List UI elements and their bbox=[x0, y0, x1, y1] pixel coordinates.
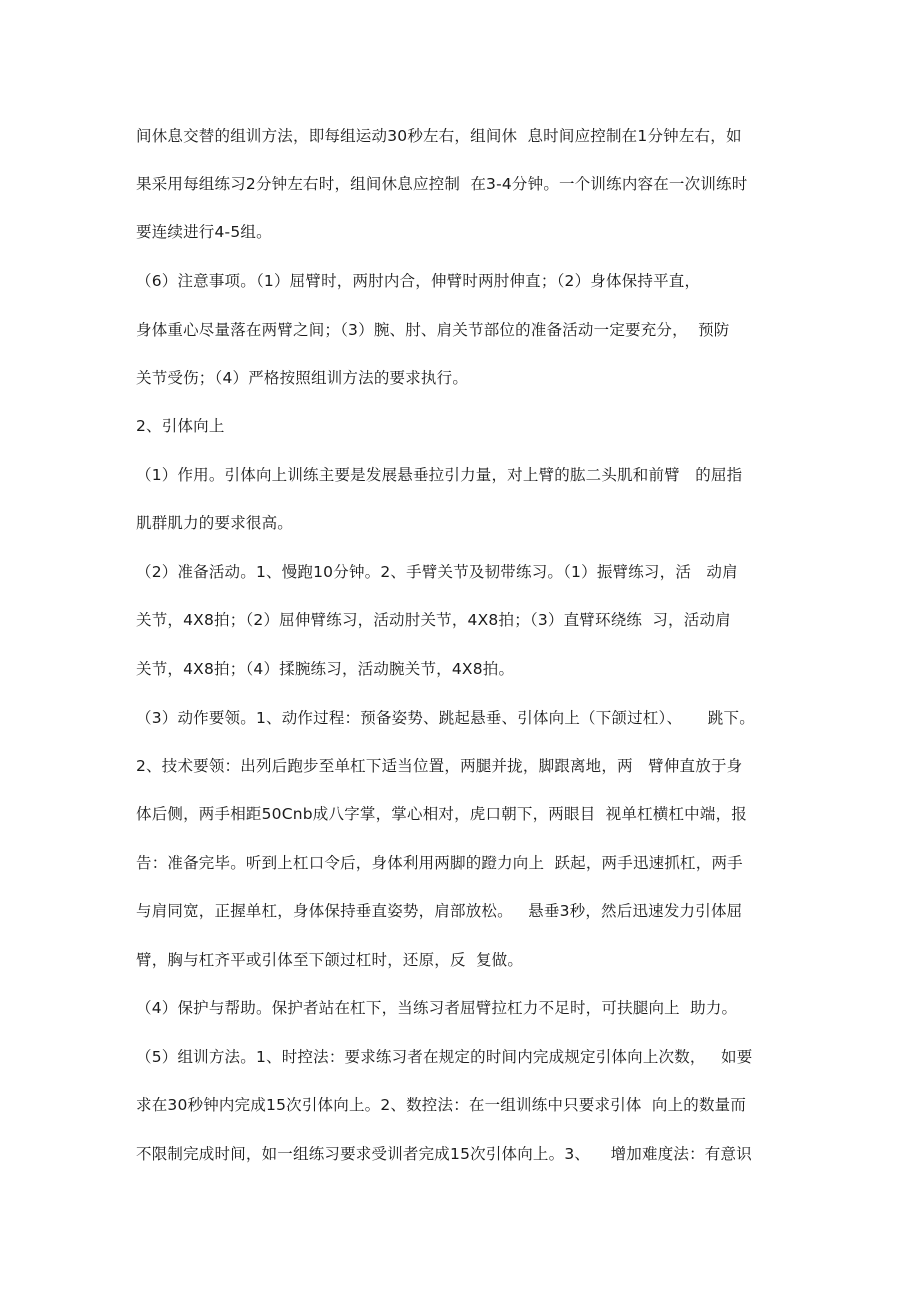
text-line: 关节受伤；（4）严格按照组训方法的要求执行。 bbox=[136, 369, 469, 387]
text-line: 间休息交替的组训方法，即每组运动30秒左右，组间休 息时间应控制在1分钟左右，如 bbox=[136, 127, 742, 145]
text-line: 求在30秒钟内完成15次引体向上。2、数控法：在一组训练中只要求引体 向上的数量而 bbox=[136, 1096, 747, 1114]
text-line: 关节，4X8拍；（4）揉腕练习，活动腕关节，4X8拍。 bbox=[136, 660, 515, 678]
text-line: 臂，胸与杠齐平或引体至下颌过杠时，还原，反 复做。 bbox=[136, 951, 524, 969]
section-heading: 2、引体向上 bbox=[136, 417, 225, 435]
text-line: 2、技术要领：出列后跑步至单杠下适当位置，两腿并拢，脚跟离地，两 臂伸直放于身 bbox=[136, 757, 743, 775]
text-line: （1）作用。引体向上训练主要是发展悬垂拉引力量，对上臂的肱二头肌和前臂 的屈指 bbox=[136, 466, 743, 484]
text-line: （2）准备活动。1、慢跑10分钟。2、手臂关节及韧带练习。（1）振臂练习，活 动肩 bbox=[136, 563, 738, 581]
text-line: （5）组训方法。1、时控法：要求练习者在规定的时间内完成规定引体向上次数， 如要 bbox=[136, 1048, 753, 1066]
text-line: 告：准备完毕。听到上杠口令后，身体利用两脚的蹬力向上 跃起，两手迅速抓杠，两手 bbox=[136, 854, 743, 872]
text-line: 不限制完成时间，如一组练习要求受训者完成15次引体向上。3、 增加难度法：有意识 bbox=[136, 1145, 752, 1163]
text-line: （6）注意事项。（1）屈臂时，两肘内合，伸臂时两肘伸直；（2）身体保持平直， bbox=[136, 272, 701, 290]
text-line: （4）保护与帮助。保护者站在杠下，当练习者屈臂拉杠力不足时，可扶腿向上 助力。 bbox=[136, 999, 738, 1017]
text-line: 肌群肌力的要求很高。 bbox=[136, 514, 294, 532]
text-line: 关节，4X8拍；（2）屈伸臂练习，活动肘关节，4X8拍；（3）直臂环绕练 习，活动肩 bbox=[136, 611, 731, 629]
text-line: 果采用每组练习2分钟左右时，组间休息应控制 在3-4分钟。一个训练内容在一次训练时 bbox=[136, 175, 748, 193]
text-line: 身体重心尽量落在两臂之间；（3）腕、肘、肩关节部位的准备活动一定要充分， 预防 bbox=[136, 321, 730, 339]
text-line: 与肩同宽，正握单杠，身体保持垂直姿势，肩部放松。 悬垂3秒，然后迅速发力引体屈 bbox=[136, 902, 743, 920]
text-line: （3）动作要领。1、动作过程：预备姿势、跳起悬垂、引体向上（下颌过杠）、 跳下。 bbox=[136, 709, 755, 727]
text-line: 体后侧，两手相距50Cnb成八字掌，掌心相对，虎口朝下，两眼目 视单杠横杠中端，报 bbox=[136, 805, 747, 823]
text-line: 要连续进行4-5组。 bbox=[136, 223, 272, 241]
